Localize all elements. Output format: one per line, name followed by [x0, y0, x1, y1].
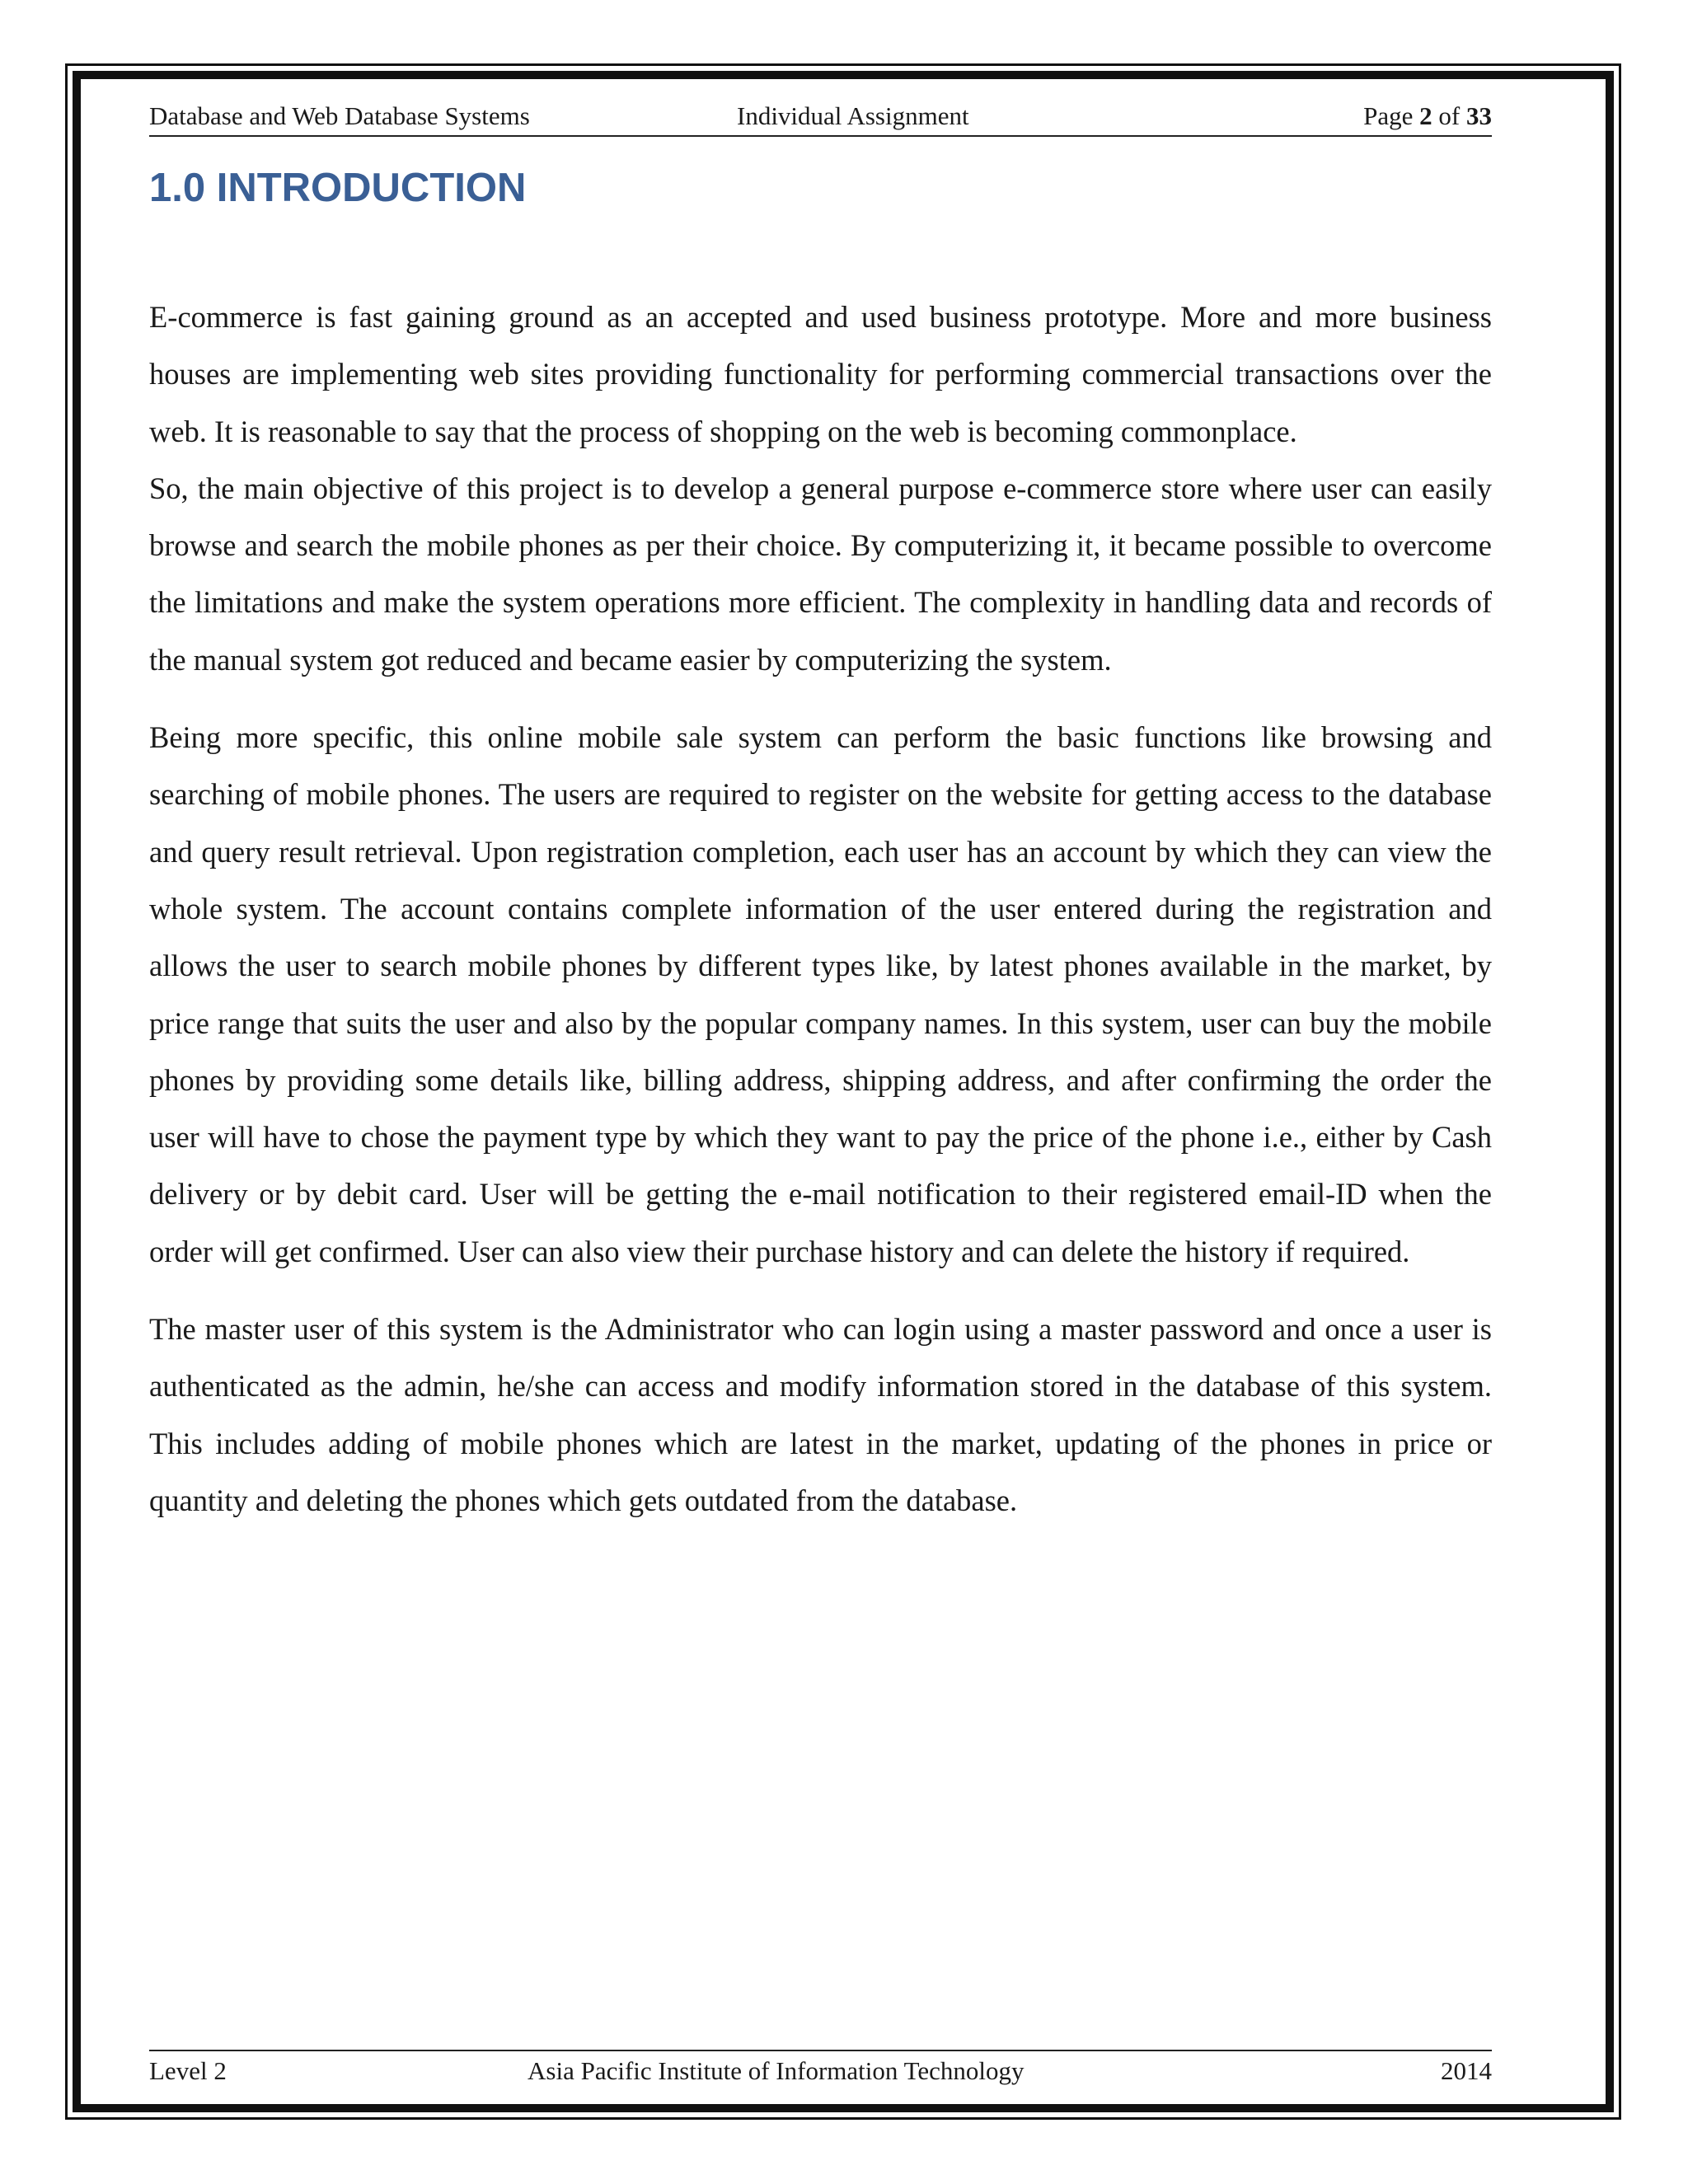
paragraph-3: Being more specific, this online mobile sale system can perform the basic functions like browsing and searching of mobile phones. The users are required to register on the website for getting access to the database and query result retrieval. Upon registration completion, each user has an account by which they can view the whole system. The account contains complete information of the user entered during the registration and allows the user to search mobile phones by different types like, by latest phones available in the market, by price range that suits the user and also by the popular company names. In this system, user can buy the mobile phones by providing some details like, billing address, shipping address, and after confirming the order the user will have to chose the payment type by which they want to pay the price of the phone i.e., either by Cash delivery or by debit card. User will be getting the e-mail notification to their registered email-ID when the order will get confirmed. User can also view their purchase history and can delete the history if required.: [149, 720, 1492, 1268]
page-of: of: [1432, 101, 1466, 130]
paragraph-2: So, the main objective of this project is to develop a general purpose e-commerce store where user can easily browse and search the mobile phones as per their choice. By computerizing it, it became possible to overcome the limitations and make the system operations more efficient. The complexity in handling data and records of the manual system got reduced and became easier by computerizing the system.: [149, 471, 1492, 677]
section-body: [149, 288, 1492, 1529]
footer-institution: Asia Pacific Institute of Information Technology: [528, 2056, 1025, 2085]
header-course-title: Database and Web Database Systems: [149, 101, 530, 130]
footer-level: Level 2: [149, 2056, 227, 2085]
page-total: 33: [1466, 101, 1492, 130]
paragraph-4: The master user of this system is the Administrator who can login using a master password and once a user is authenticated as the admin, he/she can access and modify information stored in the database of this system. This includes adding of mobile phones which are latest in the market, updating of the phones in price or quantity and deleting the phones which gets outdated from the database.: [149, 1312, 1492, 1517]
page-header: [149, 97, 1492, 137]
page-prefix: Page: [1363, 101, 1420, 130]
header-page-number: [1363, 101, 1492, 131]
page-footer: [149, 2050, 1492, 2089]
footer-year: 2014: [1441, 2056, 1492, 2085]
page-current: 2: [1419, 101, 1432, 130]
header-assignment-type: Individual Assignment: [737, 101, 969, 130]
section-heading: 1.0 INTRODUCTION: [149, 166, 527, 210]
paragraph-1: E-commerce is fast gaining ground as an accepted and used business prototype. More and more business houses are implementing web sites providing functionality for performing commercial transactions over the web. It is reasonable to say that the process of shopping on the web is becoming commonplace.: [149, 300, 1492, 448]
